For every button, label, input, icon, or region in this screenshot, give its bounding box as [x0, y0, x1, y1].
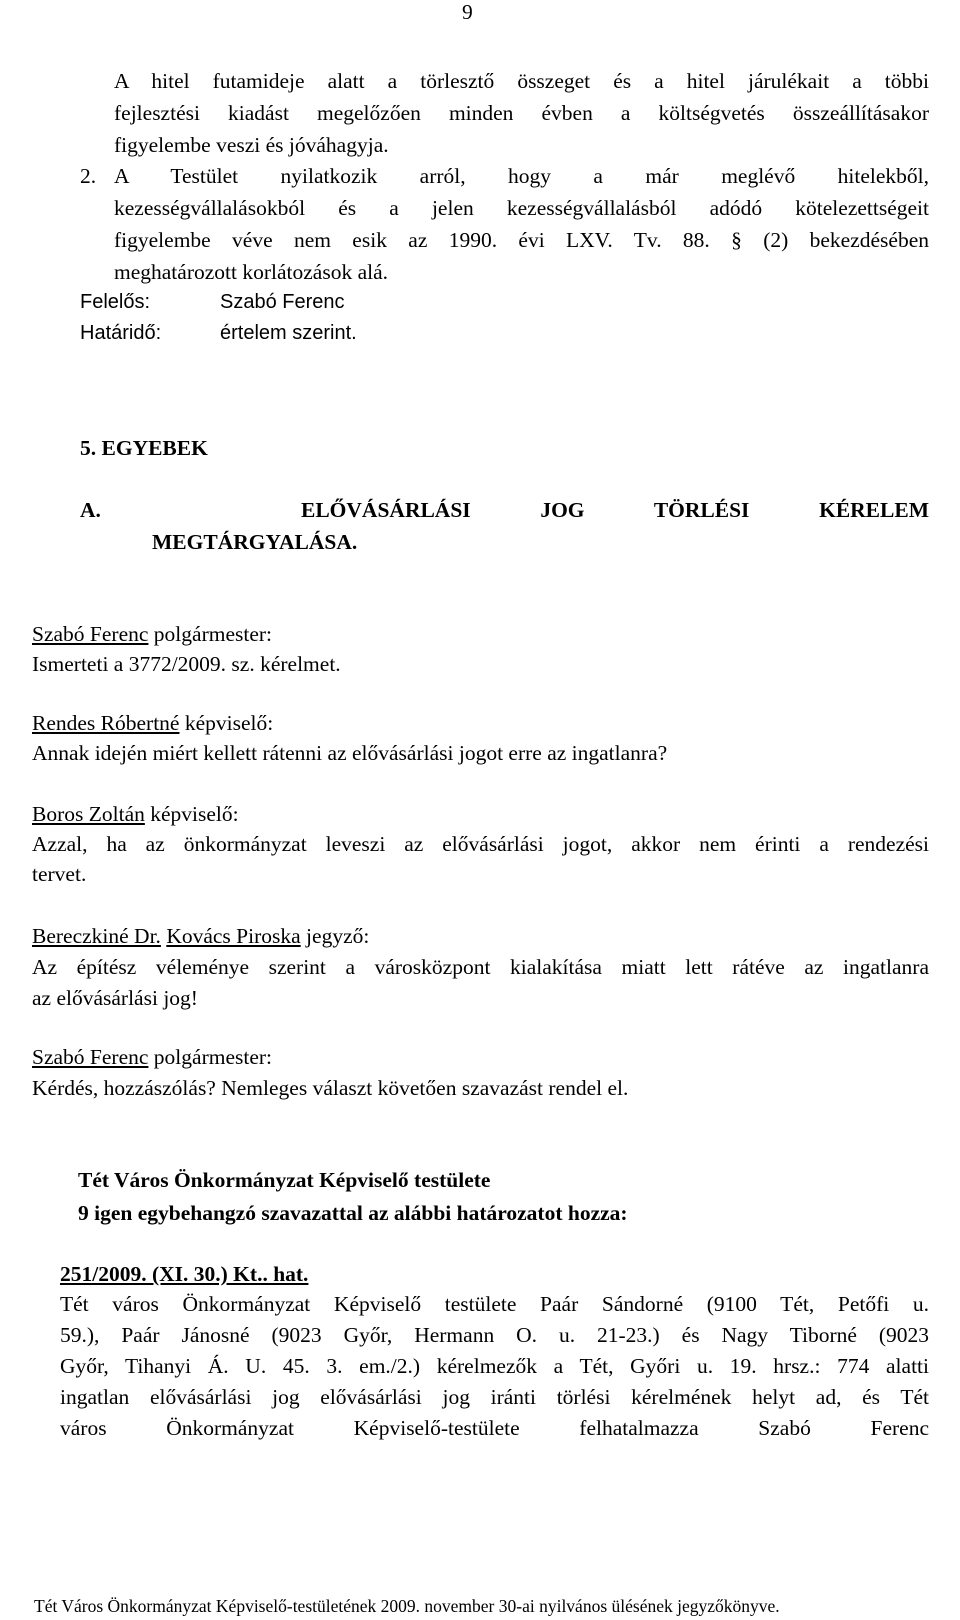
- subsection-letter: A.: [80, 498, 101, 522]
- speaker-name: Kovács Piroska: [166, 924, 301, 948]
- page-number: 9: [462, 0, 473, 24]
- speaker-heading: [32, 713, 273, 735]
- speaker-role: polgármester:: [148, 1045, 273, 1069]
- item2-line-1: A Testület nyilatkozik arról, hogy a már meglévő hitelekből,: [114, 164, 929, 188]
- decision-body: Tét Város Önkormányzat Képviselő testülete: [78, 1168, 491, 1192]
- speaker-name: Boros Zoltán: [32, 802, 145, 826]
- item-number: 2.: [80, 164, 97, 188]
- resolution-number: 251/2009. (XI. 30.) Kt.. hat.: [60, 1262, 309, 1286]
- speaker-heading: [32, 1047, 272, 1069]
- speech-text: az elővásárlási jog!: [32, 986, 198, 1010]
- subsection-title-line-2: MEGTÁRGYALÁSA.: [152, 530, 358, 554]
- speaker-heading: [32, 624, 272, 646]
- speech-text: Azzal, ha az önkormányzat leveszi az elővásárlási jogot, akkor nem érinti a rendezési: [32, 832, 929, 856]
- speaker-role: polgármester:: [148, 622, 273, 646]
- speaker-role: képviselő:: [144, 802, 239, 826]
- speaker-name: Szabó Ferenc: [32, 1045, 149, 1069]
- resolution-line: város Önkormányzat Képviselő-testülete felhatalmazza Szabó Ferenc: [60, 1416, 929, 1440]
- speech-text: Kérdés, hozzászólás? Nemleges választ követően szavazást rendel el.: [32, 1076, 629, 1100]
- speech-text: Ismerteti a 3772/2009. sz. kérelmet.: [32, 652, 341, 676]
- responsible-label: Felelős:: [80, 291, 151, 313]
- speaker-heading: [32, 926, 369, 948]
- speaker-name: Bereczkiné Dr.: [32, 924, 161, 948]
- deadline-value: értelem szerint.: [220, 322, 357, 344]
- section-heading: 5. EGYEBEK: [80, 436, 208, 460]
- speaker-name: Szabó Ferenc: [32, 622, 149, 646]
- decision-vote: 9 igen egybehangzó szavazattal az alábbi határozatot hozza:: [78, 1201, 628, 1225]
- resolution-line: ingatlan elővásárlási jog elővásárlási jog iránti törlési kérelmének helyt ad, és Tét: [60, 1385, 929, 1409]
- item2-line-4: meghatározott korlátozások alá.: [114, 260, 389, 284]
- resolution-line: Győr, Tihanyi Á. U. 45. 3. em./2.) kérelmezők a Tét, Győri u. 19. hrsz.: 774 alatti: [60, 1354, 929, 1378]
- resolution-line: Tét város Önkormányzat Képviselő testülete Paár Sándorné (9100 Tét, Petőfi u.: [60, 1292, 929, 1316]
- intro-line-2: fejlesztési kiadást megelőzően minden évben a költségvetés összeállításakor: [114, 101, 929, 125]
- speaker-role: képviselő:: [179, 711, 274, 735]
- speech-text: Az építész véleménye szerint a városközpont kialakítása miatt lett rátéve az ingatlanra: [32, 955, 929, 979]
- speech-text: tervet.: [32, 862, 87, 886]
- speaker-heading: [32, 804, 239, 826]
- page-footer: Tét Város Önkormányzat Képviselő-testületének 2009. november 30-ai nyilvános ülésének jegyzőkönyve.: [34, 1596, 780, 1616]
- resolution-line: 59.), Paár Jánosné (9023 Győr, Hermann O. u. 21-23.) és Nagy Tiborné (9023: [60, 1323, 929, 1347]
- speaker-role: jegyző:: [300, 924, 370, 948]
- speech-text: Annak idején miért kellett rátenni az elővásárlási jogot erre az ingatlanra?: [32, 741, 668, 765]
- item2-line-3: figyelembe véve nem esik az 1990. évi LXV. Tv. 88. § (2) bekezdésében: [114, 228, 929, 252]
- intro-line-1: A hitel futamideje alatt a törlesztő összeget és a hitel járulékait a többi: [114, 69, 929, 93]
- deadline-label: Határidő:: [80, 322, 162, 344]
- intro-line-3: figyelembe veszi és jóváhagyja.: [114, 133, 389, 157]
- item2-line-2: kezességvállalásokból és a jelen kezességvállalásból adódó kötelezettségeit: [114, 196, 929, 220]
- subsection-title-line-1: ELŐVÁSÁRLÁSI JOG TÖRLÉSI KÉRELEM: [301, 498, 929, 522]
- responsible-value: Szabó Ferenc: [220, 291, 345, 313]
- speaker-name: Rendes Róbertné: [32, 711, 180, 735]
